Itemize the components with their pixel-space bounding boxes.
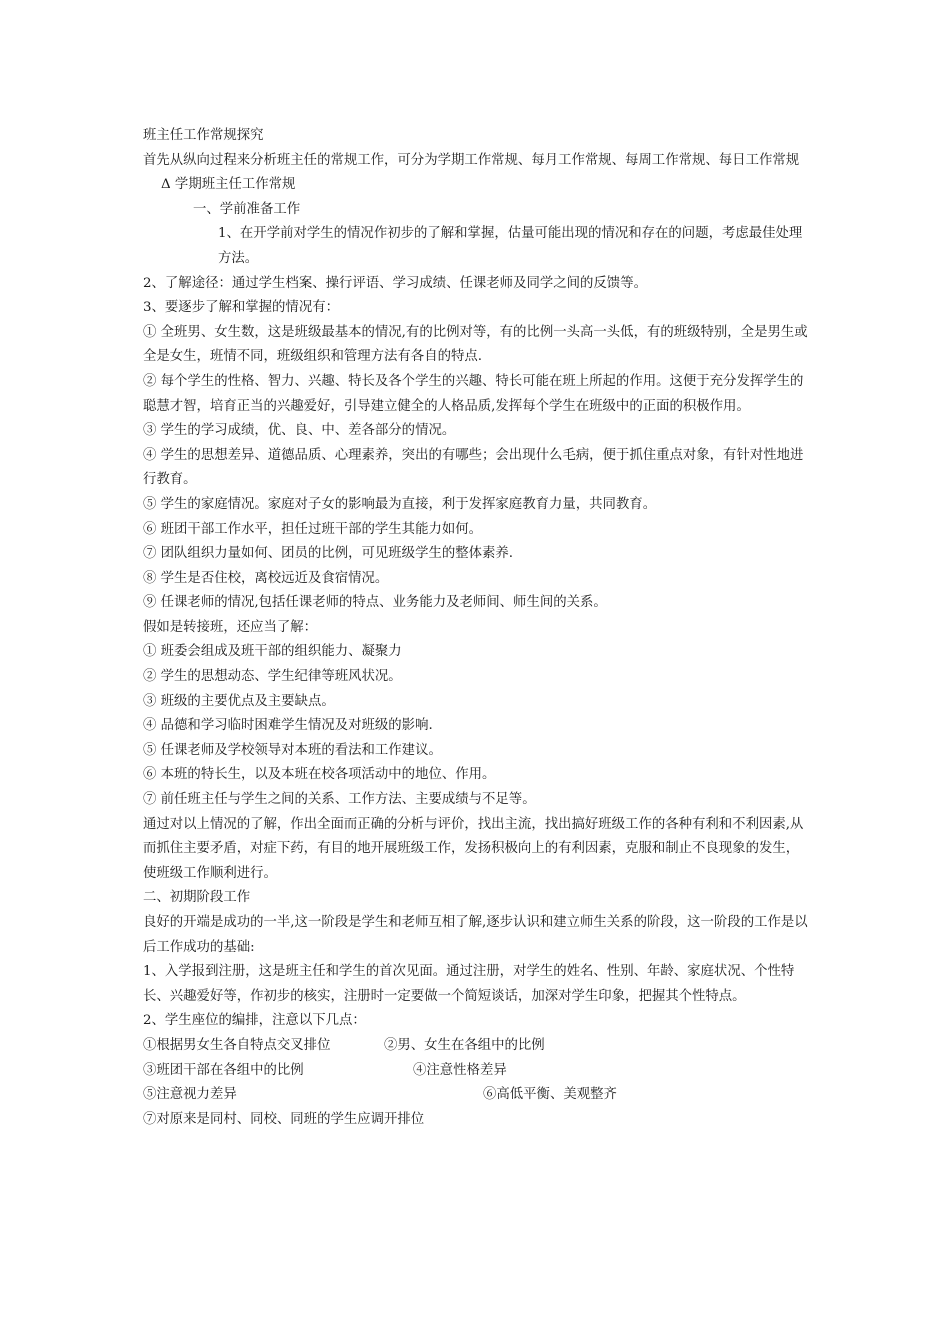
seating-row-3 (143, 1083, 811, 1108)
intro-paragraph: 首先从纵向过程来分析班主任的常规工作，可分为学期工作常规、每月工作常规、每周工作常规、每日工作常规 (143, 152, 800, 168)
list-item: ③ 学生的学习成绩，优、良、中、差各部分的情况。 (143, 423, 456, 439)
list-item: ② 学生的思想动态、学生纪律等班风状况。 (143, 669, 402, 685)
seating-item: ⑥高低平衡、美观整齐 (483, 1087, 617, 1103)
paragraph-1: 1、在开学前对学生的情况作初步的了解和掌握，估量可能出现的情况和存在的问题，考虑最佳处理方法。 (218, 226, 803, 266)
section-heading-semester: Δ 学期班主任工作常规 (161, 177, 296, 193)
list-item: ⑥ 班团干部工作水平，担任过班干部的学生其能力如何。 (143, 521, 483, 537)
document-body (143, 124, 811, 1132)
seating-row-1 (143, 1034, 811, 1059)
list-item: ⑧ 学生是否住校，离校远近及食宿情况。 (143, 570, 389, 586)
part2-intro: 良好的开端是成功的一半,这一阶段是学生和老师互相了解,逐步认识和建立师生关系的阶段，这一阶段的工作是以后工作成功的基础: (143, 915, 808, 955)
doc-title: 班主任工作常规探究 (143, 128, 264, 143)
seating-item: ①根据男女生各自特点交叉排位 (143, 1037, 331, 1053)
transfer-intro: 假如是转接班，还应当了解： (143, 619, 318, 635)
list-item: ③ 班级的主要优点及主要缺点。 (143, 693, 335, 709)
part1-heading: 一、学前准备工作 (193, 201, 301, 217)
list-item: ④ 品德和学习临时困难学生情况及对班级的影响. (143, 718, 433, 734)
list-item: ② 每个学生的性格、智力、兴趣、特长及各个学生的兴趣、特长可能在班上所起的作用。这便于充分发挥学生的聪慧才智，培育正当的兴趣爱好，引导建立健全的人格品质,发挥每个学生在班级中的正面的积极作用。 (143, 373, 804, 414)
paragraph-q2: 2、学生座位的编排，注意以下几点： (143, 1013, 366, 1029)
paragraph-2: 2、了解途径：通过学生档案、操行评语、学习成绩、任课老师及同学之间的反馈等。 (143, 275, 647, 291)
seating-item: ②男、女生在各组中的比例 (384, 1037, 545, 1053)
list-item: ④ 学生的思想差异、道德品质、心理素养，突出的有哪些；会出现什么毛病，便于抓住重点对象，有针对性地进行教育。 (143, 447, 804, 488)
seating-item: ⑤注意视力差异 (143, 1087, 237, 1103)
list-item: ⑦ 团队组织力量如何、团员的比例，可见班级学生的整体素养. (143, 546, 514, 562)
list-item: ① 全班男、女生数，这是班级最基本的情况,有的比例对等，有的比例一头高一头低，有的班级特别，全是男生或全是女生，班情不同，班级组织和管理方法有各自的特点. (143, 324, 808, 365)
seating-row-2 (143, 1059, 811, 1084)
seating-item: ④注意性格差异 (413, 1062, 507, 1078)
list-item: ⑦ 前任班主任与学生之间的关系、工作方法、主要成绩与不足等。 (143, 792, 536, 808)
list-item: ⑨ 任课老师的情况,包括任课老师的特点、业务能力及老师间、师生间的关系。 (143, 595, 607, 611)
seating-item: ⑦对原来是同村、同校、同班的学生应调开排位 (143, 1111, 425, 1127)
list-item: ① 班委会组成及班干部的组织能力、凝聚力 (143, 644, 402, 660)
seating-item: ③班团干部在各组中的比例 (143, 1062, 304, 1078)
list-item: ⑤ 任课老师及学校领导对本班的看法和工作建议。 (143, 742, 442, 758)
list-item: ⑤ 学生的家庭情况。家庭对子女的影响最为直接，利于发挥家庭教育力量，共同教育。 (143, 496, 657, 512)
list-item: ⑥ 本班的特长生，以及本班在校各项活动中的地位、作用。 (143, 767, 496, 783)
paragraph-q1: 1、入学报到注册，这是班主任和学生的首次见面。通过注册，对学生的姓名、性别、年龄、家庭状况、个性特长、兴趣爱好等，作初步的核实，注册时一定要做一个简短谈话，加深对学生印象，把握其个性特点。 (143, 964, 795, 1004)
part2-heading: 二、初期阶段工作 (143, 890, 251, 906)
summary-paragraph: 通过对以上情况的了解，作出全面而正确的分析与评价，找出主流，找出搞好班级工作的各种有利和不利因素,从而抓住主要矛盾，对症下药，有目的地开展班级工作，发扬积极向上的有利因素，克服和制止不良现象的发生，使班级工作顺利进行。 (143, 816, 804, 881)
paragraph-3: 3、要逐步了解和掌握的情况有： (143, 300, 339, 316)
